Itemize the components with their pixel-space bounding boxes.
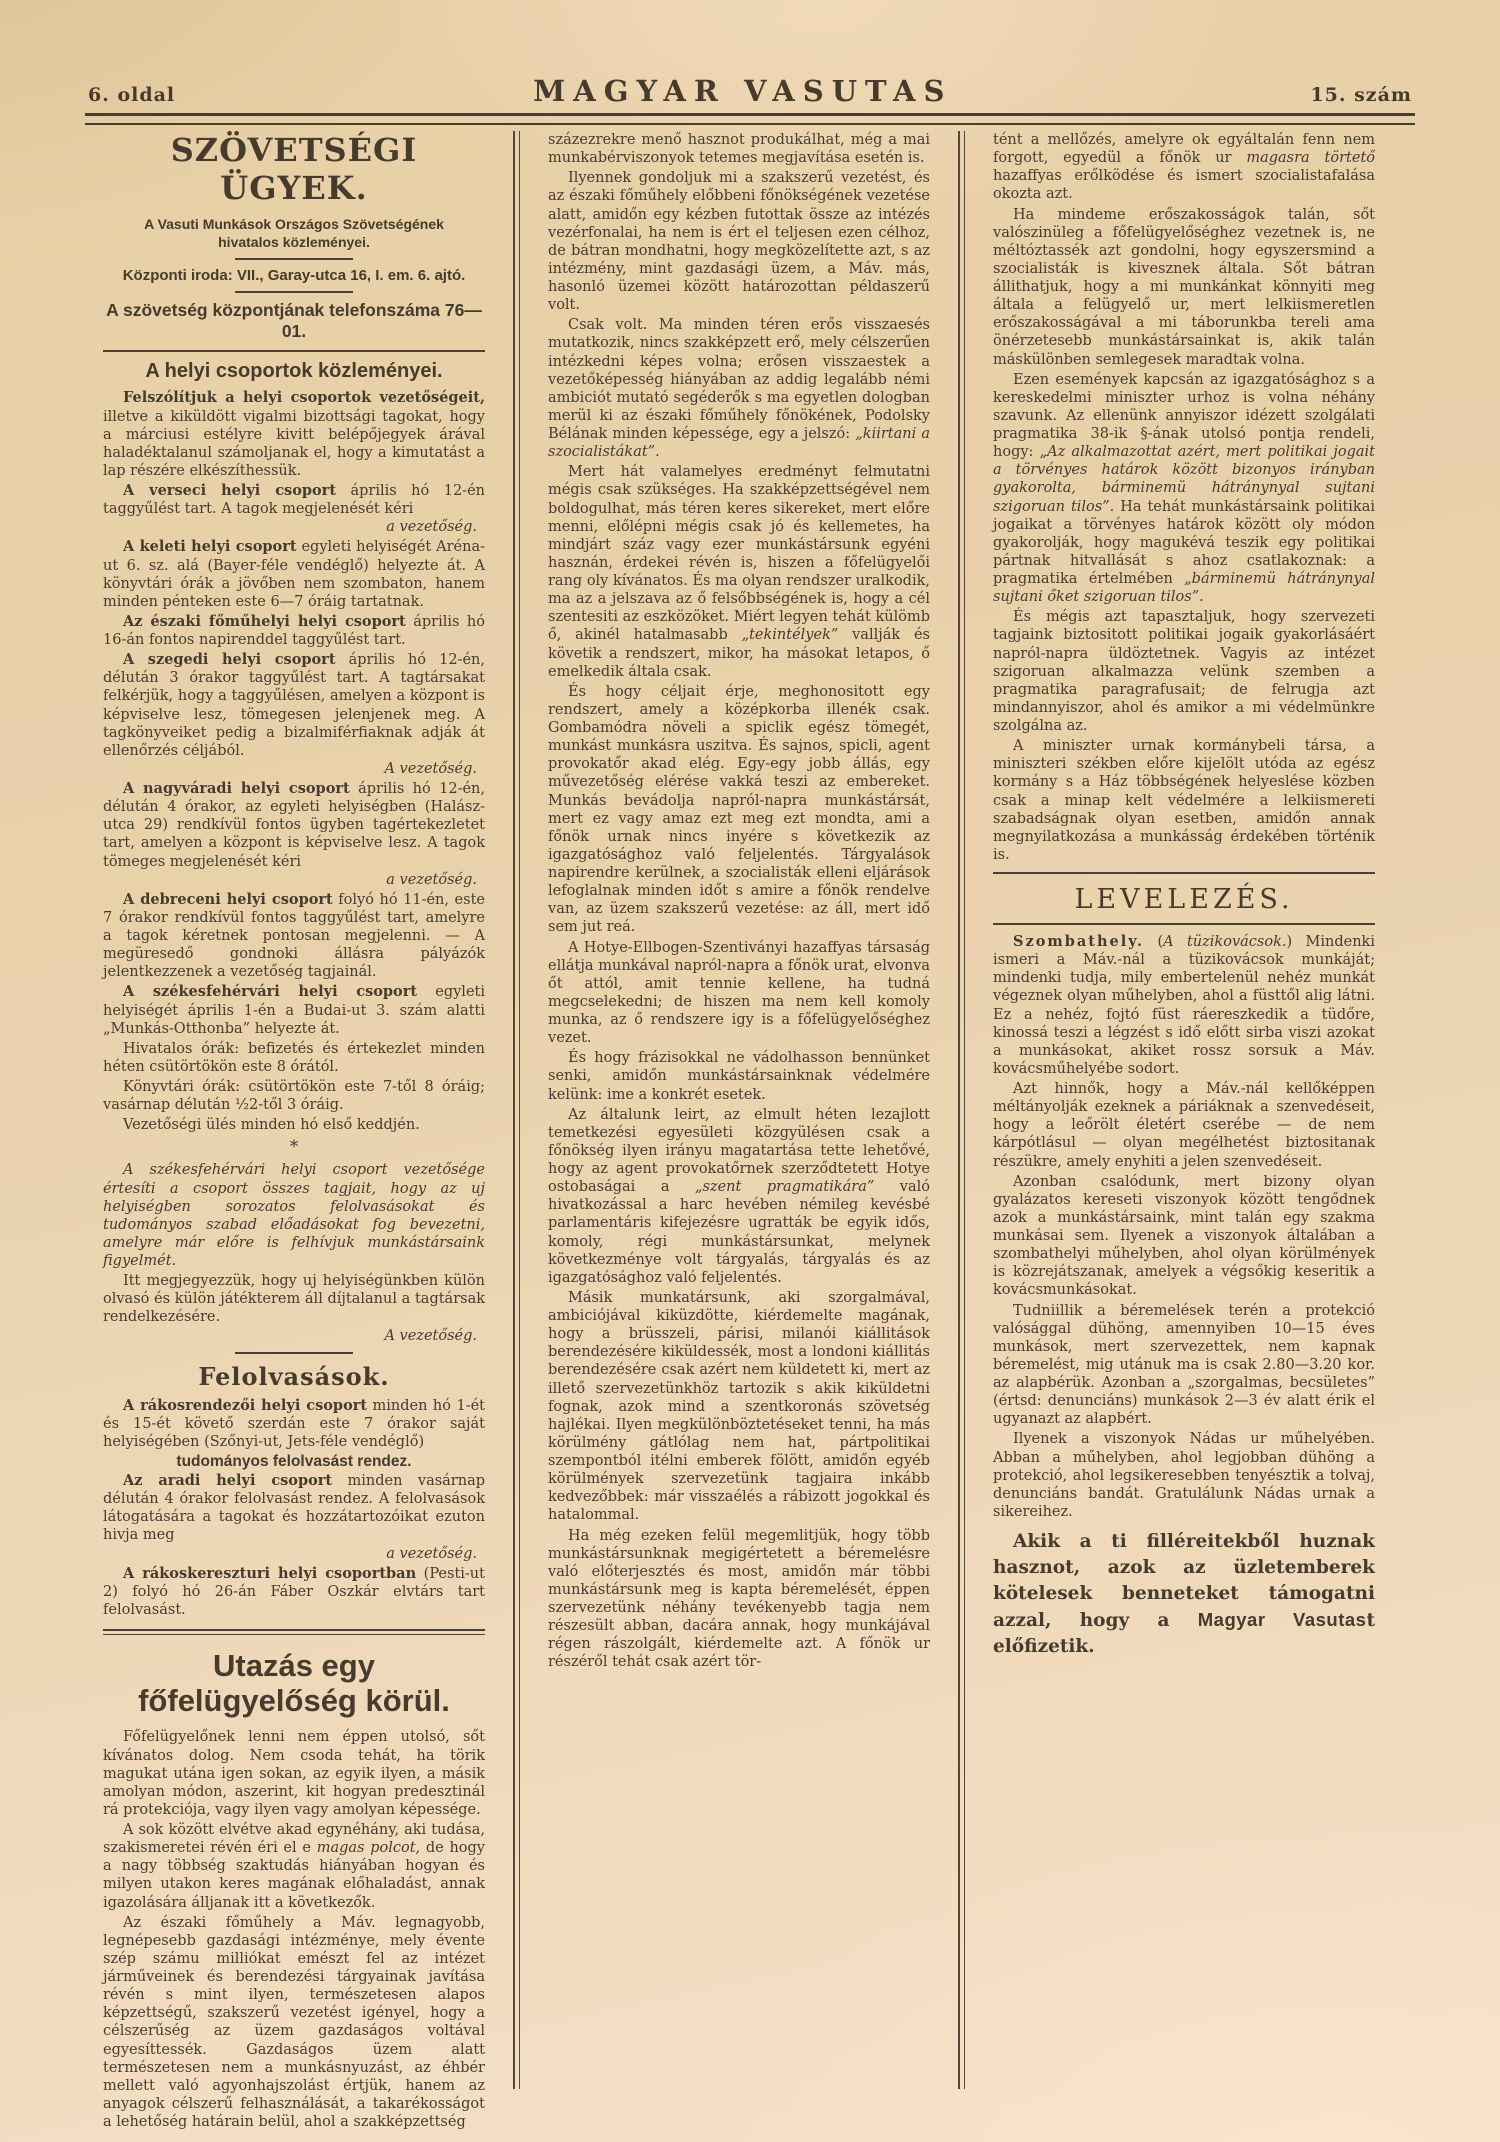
text-run: ) Mindenki ismeri a Máv.-nál a tüzikovácsok munkáját; mindenki tudja, mily embertelenül nehéz munkát végeznek olyan műhelyben, ahol a füsttől alig látni. Ez a nehéz, fojtó füst ráereszkedik a tüdőre, kinossá teszi a légzést s idő előtt sirba viszi azokat a munkásokat, akiket rossz sorsuk a Máv. kovácsműhelyébe sodort. bbox=[993, 934, 1375, 1077]
block-para bbox=[548, 1289, 930, 1525]
text-run: Az északi főműhelyi helyi csoport bbox=[123, 612, 406, 630]
text-run: Hivatalos órák: befizetés és értekezlet minden héten csütörtökön este 8 órától. bbox=[103, 1040, 485, 1075]
text-run: április hó 12-én taggyűlést tart. A tagok megjelenését kéri bbox=[103, 483, 485, 518]
text-run: április hó 12-én, délután 4 órakor, az egyleti helyiségben (Halász-utca 29) rendkívül fontos ügyben tagértekezletet tart, amelyen a központ is képviselve lesz. A tagok tömeges megjelenését kéri bbox=[103, 781, 485, 870]
block-para bbox=[103, 482, 485, 536]
column-rule bbox=[993, 872, 1375, 874]
text-run: való hivatkozással a harc hevében némileg kevésbé parlamentáris kifejezésre ugratták be egyik idős, komoly, régi munkástársunkat, melynek következménye volt tárgyalás, tárgyalás és az igazgatósághoz való feljelentés. bbox=[548, 1179, 930, 1286]
asterisk-separator bbox=[103, 1139, 485, 1156]
text-run: A keleti helyi csoport bbox=[123, 538, 297, 556]
text-run: a vezetőség. bbox=[386, 1545, 477, 1562]
block-para bbox=[103, 1565, 485, 1619]
text-run: A sok között elvétve akad egynéhány, aki tudása, szakismeretei révén éri el e bbox=[103, 1822, 485, 1857]
column-right bbox=[993, 131, 1375, 2133]
block-center-bold bbox=[103, 1453, 485, 1471]
text-run: És hogy céljait érje, meghonositott egy rendszert, amely a középkorba illenék csak. Gombamódra növeli a spiclik egész tömegét, munkást munkásra uszitva. És sajnos, spicli, agent provokatőr akad elég. Egy-egy jobb állás, egy művezetőség elérése vakká teszi az embereket. Munkás bevádolja napról-napra munkástársát, mert ez vagy amaz ezt meg ezt mondta, ami a főnök urnak nincs inyére s következik az igazgatósághoz való feljelentés. Tárgyalások napirendre kerülnek, a szocialisták elleni eljárások lefoglalnak minden időt s amire a főnök rendelve van, az üzem szakszerű vezetése: az áll, mert idő sem jut reá. bbox=[548, 683, 930, 936]
block-para bbox=[993, 206, 1375, 369]
short-rule bbox=[235, 258, 353, 260]
block-para bbox=[993, 608, 1375, 735]
text-run: SZÖVETSÉGI ÜGYEK. bbox=[170, 131, 418, 207]
text-run: Ha még ezeken felül megemlitjük, hogy több munkástársunknak megigértetett a béremelésre való előterjesztés és most, amidőn már többi munkástársunk meg is kapta béremelését, éppen szervezetünk néhány tevékenyebb tagja nem részesült abban, dacára annak, hogy munkájával régen rászolgált, kiérdemelte azt. A főnök ur részéről tehát csak azért tör- bbox=[548, 1527, 930, 1671]
text-run: minden vasárnap délután 4 órakor felolvasást rendez. A felolvasások látogatására a tagokat és hozzátartozóikat ezuton hivja meg bbox=[103, 1473, 486, 1544]
text-run: Ha tehát munkástársaink politikai jogaikat a törvényes határok között oly módon gyakorolják, hogy magukévá teszik egy politikai pártnak hitvallását s ahoz csatlakoznak: a pragmatika értelmében bbox=[993, 498, 1375, 587]
heading-levelezes bbox=[993, 884, 1375, 915]
phone-line bbox=[103, 300, 485, 342]
section-subtitle bbox=[117, 215, 471, 251]
text-run: magasra törtető bbox=[1246, 150, 1376, 167]
closing-appeal bbox=[993, 1529, 1375, 1659]
text-run: Ilyennek gondoljuk mi a szakszerű vezetést, és az északi főműhely előbbeni főnökségének vezetése alatt, amidőn egy kézben futottak össze az intézés vezérfonalai, ha nem is ért el teljesen ezen célhoz, de bátran mondhatni, hogy megközelítette azt, s az intézmény, mint gazdasági üzem, a Máv. más, hasonló üzemei között határozottan példaszerű volt. bbox=[548, 170, 930, 314]
block-para bbox=[548, 1049, 930, 1103]
text-run: Felolvasások. bbox=[198, 1361, 390, 1391]
text-run: Azonban csalódunk, mert bizony olyan gyalázatos kereseti viszonyok között tengődnek azok a munkástársaink, mint talán egy szakma munkásai sem. Ilyenek a viszonyok általában a szombathelyi műhelyben, ahol olyan körülmények is közrejátszanak, amelyek a végsőkig keseritik a kovácsmunkásokat. bbox=[993, 1173, 1375, 1299]
short-rule bbox=[235, 291, 353, 293]
block-cont bbox=[548, 131, 930, 167]
text-run: tént a mellőzés, amelyre ok egyáltalán fenn nem forgott, egyedül a főnök ur bbox=[993, 132, 1375, 167]
text-run: A tüzikovácsok. bbox=[1163, 934, 1287, 950]
text-run: a vezetőség. bbox=[386, 871, 477, 888]
text-run: A vezetőség. bbox=[384, 760, 477, 777]
text-run: egyleti helyiségét Aréna-ut 6. sz. alá (Bayer-féle vendéglő) helyezte át. A könyvtári órák a jövőben nem szombaton, hanem minden pénteken este 6—7 óráig tartatnak. bbox=[103, 539, 485, 610]
text-run: Másik munkatársunk, aki szorgalmával, ambiciójával kiküzdötte, kiérdemelte magának, hogy a brüsszeli, párisi, milanói kiállitások berendezésére kiküldessék, most a londoni kiállitás berendezésére csak azért nem küldetett ki, mert az illető szervezetünkhöz tartozik s akik kiküldetni fognak, azok mind a szentkoronás szövetség hajlékai. Ilyen megkülönböztetéseket tenni, ha más körülmény gátlólag nem hat, pártpolitikai szempontból itélni emberek fölött, amidőn egyéb körülmények szervezetünk tagjaira inkább kedvezőbbek: már visszaélés a rábizott jogokkal és hatalommal. bbox=[548, 1289, 930, 1524]
text-run: Az északi főműhely a Máv. legnagyobb, legnépesebb gazdasági intézménye, mely évente szép számu milliókat emészt fel az intézet járműveinek és berendezési tárgyainak javítása révén s mint ilyen, természetesen alapos képzettségű, szakszerű vezetést igényel, hogy a célszerűség az üzem gazdaságos voltával egyesíttessék. Gazdaságos üzem alatt természetesen nem a munkásnyuzást, az éhbér mellett való agyonhajszolást értjük, hanem az anyagok célszerű felhasználását, a takarékosságot a lehetőség határain belül, ahol a szakképzettség bbox=[103, 1914, 485, 2131]
text-run: Az aradi helyi csoport bbox=[123, 1472, 333, 1489]
text-run: Itt megjegyezzük, hogy uj helyiségünkben külön olvasó és külön játékterem áll díjtalanul a tagtársak rendelkezésére. bbox=[103, 1273, 485, 1326]
block-para-italic bbox=[103, 1161, 485, 1270]
text-run: „tekintélyek” bbox=[741, 627, 839, 644]
heading-felolvasasok bbox=[103, 1362, 485, 1391]
block-para bbox=[548, 169, 930, 314]
block-para bbox=[993, 737, 1375, 864]
column-divider-right bbox=[958, 131, 965, 2089]
text-run: A debreceni helyi csoport bbox=[123, 890, 333, 908]
text-run: április hó 16-án fontos napirenddel taggyűlést tart. bbox=[103, 613, 486, 648]
masthead-title: MAGYAR VASUTAS bbox=[533, 74, 953, 108]
text-run: A nagyváradi helyi csoport bbox=[123, 780, 350, 797]
text-run: A székesfehérvári helyi csoport bbox=[123, 983, 418, 1001]
text-run: A vezetőség. bbox=[384, 1327, 477, 1344]
text-run: A helyi csoportok közleményei. bbox=[145, 360, 443, 383]
block-para bbox=[103, 613, 485, 649]
central-office-line bbox=[103, 267, 485, 284]
text-run: A Vasuti Munkások Országos Szövetségének hivatalos közleményei. bbox=[144, 216, 444, 251]
header-rule bbox=[85, 113, 1415, 125]
block-para bbox=[993, 1080, 1375, 1171]
text-run: Az általunk leirt, az elmult héten lezajlott temetkezési egyesületi közgyülésen csak a főnökség ilyen irányu magatartása tette lehetővé, hogy az agent provokatőrnek szerződtetett Hotye ostobaságai a bbox=[548, 1106, 930, 1196]
text-run: április hó 12-én, délután 3 órakor taggyűlést tart. A tagtársakat felkérjük, hogy a taggyűlésen, amelyen a központ is képviselve lesz, tömegesen jelenjenek meg. A tagkönyveiket pedig a bizalmiférfiaknak adják át ellenőrzés céljából. bbox=[103, 652, 485, 759]
text-run: Ezen események kapcsán az igazgatósághoz s a kereskedelmi miniszter urhoz is volna néhány szavunk. Az ellenünk annyiszor idézett szolgálati pragmatika 38-ik §-ának utolsó pontja rendeli, hogy: bbox=[993, 371, 1375, 461]
columns-container bbox=[103, 131, 1375, 2133]
text-run: * bbox=[289, 1137, 299, 1158]
section-title-szovetsegi-ugyek bbox=[103, 131, 485, 207]
text-run: t előfizetik. bbox=[993, 1609, 1375, 1657]
column-rule bbox=[993, 923, 1375, 925]
text-run: a vezetőség. bbox=[386, 519, 477, 536]
page-header bbox=[88, 74, 1412, 108]
text-run: Magyar Vasutas bbox=[1197, 1608, 1367, 1630]
text-run: A szegedi helyi csoport bbox=[123, 651, 336, 669]
issue-number: 15. szám bbox=[1310, 84, 1412, 106]
article-title-utazas bbox=[117, 1649, 471, 1718]
text-run: Felszólítjuk a helyi csoportok vezetőségeit, bbox=[123, 389, 485, 407]
text-run: Azt hinnők, hogy a Máv.-nál kellőképpen méltányolják ezeknek a páriáknak a szenvedéseit, hogy a leőrölt életért cserébe — de nem kárpótlásul — olyan megélhetést biztositanak részükre, amely enyhiti a jelen szenvedéseit. bbox=[993, 1081, 1375, 1170]
text-run: minden hó 1-ét és 15-ét követő szerdán este 7 órakor saját helyiségében (Szőnyi-ut, Jets-féle vendéglő) bbox=[103, 1397, 485, 1450]
column-left bbox=[103, 131, 485, 2133]
text-run: vallják és követik a rendszert, mikor, ha másokat letapos, ő emelkedik általa csak. bbox=[548, 627, 930, 680]
block-para bbox=[103, 651, 485, 778]
text-run: „bárminemü hátránynyal sujtani őket szigoruan tilos”. bbox=[993, 571, 1375, 606]
column-rule bbox=[103, 350, 485, 352]
text-run: Utazás egy főfelügyelőség körül. bbox=[138, 1648, 450, 1718]
text-run: százezrekre menő hasznot produkálhat, még a mai munkabérviszonyok tetemes megjavítása esetén is. bbox=[548, 132, 930, 167]
block-para bbox=[993, 933, 1375, 1078]
text-run: A Hotye-Ellbogen-Szentiványi hazaffyas társaság ellátja munkával napról-napra a főnök urat, elvonva őt attól, amit tennie kellene, ha tudná megcselekedni; de hiszen ma nem kell komoly munka, az ő rendszere igy is a főfelügyelőséghez vezet. bbox=[548, 939, 930, 1047]
text-run: A rákoskereszturi helyi csoportban bbox=[123, 1564, 417, 1582]
block-para bbox=[103, 1914, 485, 2132]
text-run: hazaffyas erőlködése és ismert szocialistafalása okozta azt. bbox=[993, 168, 1375, 203]
text-run: illetve a kiküldött vigalmi bizottsági tagokat, hogy a márciusi estélyre kivitt belépőjegyek árával haladéktalanul számoljanak el, hogy a kimutatást a lap részére elkészíthessük. bbox=[103, 408, 485, 479]
text-run: folyó hó 11-én, este 7 órakor rendkívül fontos taggyűlést tart, amelyre a tagok kéretnek pontosan megjelenni. — A megüresedő gondnoki állásra pályázók jelentkezzenek a vezetőség tagjainál. bbox=[103, 891, 485, 981]
text-run: LEVELEZÉS. bbox=[1074, 884, 1294, 915]
text-run: A székesfehérvári helyi csoport vezetősége értesíti a csoport összes tagjait, hogy az uj helyiségben sorozatos felolvasásokat és tudományos szabad előadásokat fog bevezetni, amelyre már előre is felhívjuk munkástársaink figyelmét. bbox=[103, 1162, 485, 1269]
text-run: Csak volt. Ma minden téren erős visszaesés mutatkozik, nincs szakképzett erő, mely célszerűen intézkedni képes volna; erősen visszaestek a vezetőképesség hiányában az addig legalább némi ambiciót mutató segéderők s ma egyetlen dologban merül ki az északi főműhely főnökének, Podolsky Bélának minden képessége, egy a jelszó: bbox=[548, 317, 930, 442]
block-para bbox=[548, 1527, 930, 1672]
text-run: de hogy a nagy többség szaktudás hiányában hogyan és milyen utakon keres magának előhaladást, annak igazolására álljanak itt a következők. bbox=[103, 1840, 486, 1911]
block-para bbox=[103, 538, 485, 611]
block-para bbox=[993, 1173, 1375, 1300]
column-middle bbox=[548, 131, 930, 2133]
text-run: Ilyenek a viszonyok Nádas ur műhelyében. Abban a műhelyben, ahol legjobban dühöng a protekció, ahol legsikeresebben tenyésztik a tolvaj, denunciáns bandát. Gratulálunk Nádas urnak a sikereihez. bbox=[993, 1431, 1375, 1520]
text-run: „szent pragmatikára” bbox=[694, 1179, 875, 1196]
text-run: A verseci helyi csoport bbox=[123, 482, 337, 499]
text-run: És hogy frázisokkal ne vádolhasson bennünket senki, amidőn munkástársainknak védelmére kelünk: ime a konkrét esetek. bbox=[548, 1050, 930, 1103]
text-run: Szombathely. bbox=[1013, 933, 1145, 950]
block-para bbox=[548, 316, 930, 461]
block-para bbox=[103, 983, 485, 1037]
heading-helyi-csoportok bbox=[103, 360, 485, 383]
block-para bbox=[993, 1302, 1375, 1429]
text-run: ( bbox=[1144, 934, 1164, 950]
block-para bbox=[993, 371, 1375, 607]
text-run: Könyvtári órák: csütörtökön este 7-től 8 óráig; vasárnap délután ½2-től 3 óráig. bbox=[103, 1079, 485, 1114]
double-rule bbox=[103, 1629, 485, 1635]
text-run: „kiirtani a szocialistákat”. bbox=[548, 426, 930, 461]
text-run: Akik a ti filléreitekből huznak hasznot, azok az üzletemberek kötelesek benneteket támogatni azzal, hogy a bbox=[993, 1531, 1375, 1631]
column-divider-left bbox=[513, 131, 520, 2089]
text-run: A miniszter urnak kormánybeli társa, a miniszteri székben előre kijelölt utóda az egész kormány s a Ház többségének helyeslése közben csak a minap kelt védelmére a lelkiismereti szabadságnak olyan esetben, amidőn annak megnyilatkozása a munkásság érdekében történik is. bbox=[993, 738, 1375, 863]
block-para bbox=[103, 1116, 485, 1134]
block-para bbox=[103, 1040, 485, 1076]
text-run: És mégis azt tapasztaljuk, hogy szervezeti tagjaink biztositott politikai jogaik gyakorlásáért napról-napra üldöztetnek. Vagyis az intézet szigoruan alkalmazza velünk szemben a pragmatika paragrafusait; de felrugja azt mindannyiszor, ahol és amikor a mi védelmünkre szolgálna az. bbox=[993, 609, 1375, 734]
text-run: Ha mindeme erőszakosságok talán, sőt valószinüleg a főfelügyelőséghez vezetnek is, ne méltóztassék azt gondolni, hogy egyszersmind a szocialisták is kivesznek általa. Sőt bátran állithatjuk, hogy a mi munkánkat könnyiti meg általa a felügyelő ur, mert lelkiismeretlen erőszakosságával a mi táborunkba tereli ama önérzetesebb munkástársainkat is, akik talán máskülönben semlegesek maradtak volna. bbox=[993, 206, 1375, 368]
block-para bbox=[103, 1472, 485, 1563]
block-para bbox=[103, 780, 485, 889]
block-para bbox=[103, 891, 485, 982]
block-para bbox=[103, 1397, 485, 1451]
block-cont bbox=[993, 131, 1375, 204]
text-run: (Pesti-ut 2) folyó hó 26-án Fáber Oszkár elvtárs tart felolvasást. bbox=[103, 1565, 485, 1618]
text-run: A rákosrendezői helyi csoport bbox=[123, 1396, 368, 1414]
block-para bbox=[103, 1821, 485, 1912]
text-run: Központi iroda: VII., Garay-utca 16, I. em. 6. ajtó. bbox=[122, 267, 466, 285]
block-para bbox=[993, 1430, 1375, 1521]
page-number: 6. oldal bbox=[88, 84, 176, 106]
text-run: Tudniillik a béremelések terén a protekció valósággal dühöng, amennyiben 10—15 éves munkások, mert szervezettek, nem kapnak béremelést, mig utánuk ma is csak 2.80—3.20 kor. az alapbérük. Azonban a „szorgalmas, becsületes” (értsd: denunciáns) munkások 2—3 év alatt érik el ugyanazt az alapbért. bbox=[993, 1302, 1375, 1428]
block-para bbox=[103, 1272, 485, 1345]
text-run: A szövetség központjának telefonszáma 76—01. bbox=[106, 300, 482, 342]
block-para bbox=[103, 389, 485, 480]
text-run: magas polcot, bbox=[316, 1840, 421, 1857]
block-para bbox=[548, 463, 930, 681]
text-run: Főfelügyelőnek lenni nem éppen utolsó, sőt kívánatos dolog. Nem csoda tehát, ha törik magukat utána igen sokan, az egyik ilyen, a másik amolyan módon, aszerint, kit hogyan predesztinál rá protekciója, vagy ilyen vagy amolyan képessége. bbox=[103, 1729, 485, 1818]
text-run: tudományos felolvasást rendez. bbox=[176, 1453, 412, 1470]
text-run: Mert hát valamelyes eredményt felmutatni mégis csak szükséges. Ha szakképzettségével nem boldogulhat, más téren keres sikereket, mert előre menni, előlépni mégis csak jó és kellemetes, ha mindjárt száz vagy ezer munkástársunk egyéni hasznán, érdekei révén is, hiszen a főfelügyelői rang oly kívánatos. És ma olyan rendszer uralkodik, ma az a jelszava az ő felsőbbségének is, hogy a cél szentesiti az eszközöket. Miért legyen tehát külömb ő, akinél hatalmasabb bbox=[548, 464, 930, 644]
text-run: egyleti helyiségét április 1-én a Budai-ut 3. szám alatti „Munkás-Otthonba” helyezte át. bbox=[103, 984, 485, 1037]
block-para bbox=[103, 1728, 485, 1819]
block-para bbox=[548, 683, 930, 937]
short-rule bbox=[235, 1352, 353, 1354]
text-run: „Az alkalmazottat azért, mert politikai jogait a törvényes határok között bizonyos irányban gyakorolta, bárminemü hátránynyal sujtani szigoruan tilos”. bbox=[993, 444, 1375, 515]
block-para bbox=[548, 1106, 930, 1287]
block-para bbox=[548, 939, 930, 1048]
text-run: Vezetőségi ülés minden hó első keddjén. bbox=[123, 1117, 420, 1134]
block-para bbox=[103, 1078, 485, 1114]
